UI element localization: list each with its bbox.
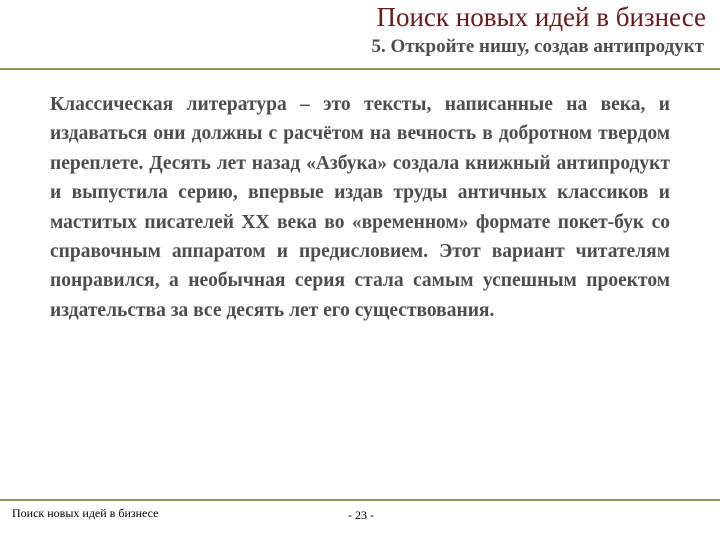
slide-title: Поиск новых идей в бизнесе bbox=[376, 2, 706, 32]
header-divider bbox=[0, 68, 720, 70]
body-paragraph: Классическая литература – это тексты, написанные на века, и издаваться они должны с расчётом на вечность в добротном твердом переплете. Десять лет назад «Азбука» создала книжный антипродукт и выпустила серию, впервые издав труды античных классиков и маститых писателей XX века во «временном» формате покет-бук со справочным аппаратом и предисловием. Этот вариант читателям понравился, а необычная серия стала самым успешным проектом издательства за все десять лет его существования. bbox=[50, 94, 670, 321]
footer-divider bbox=[0, 499, 720, 501]
footer-title: Поиск новых идей в бизнесе bbox=[12, 506, 159, 520]
slide-subtitle: 5. Откройте нишу, создав антипродукт bbox=[371, 36, 704, 57]
page-number: - 23 - bbox=[348, 508, 374, 522]
